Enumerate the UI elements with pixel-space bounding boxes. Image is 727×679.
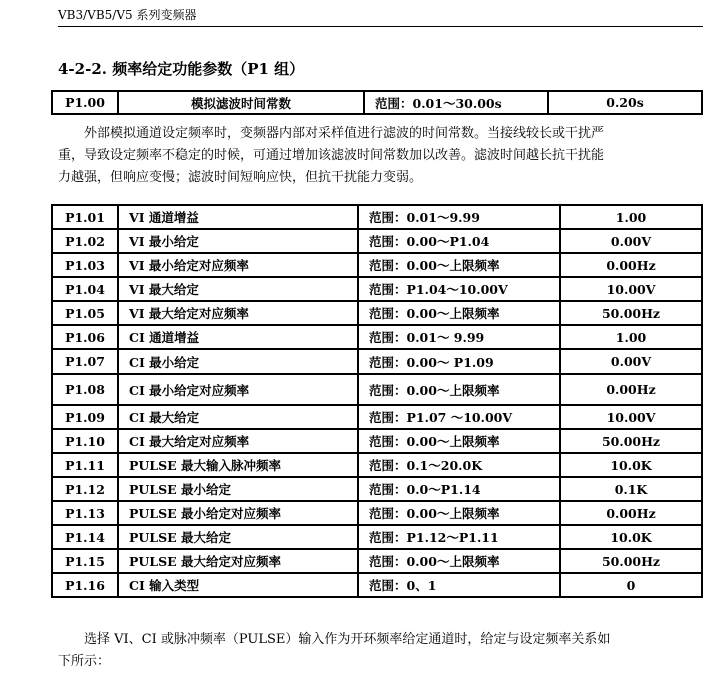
table-row xyxy=(52,277,702,301)
param-name: PULSE 最大输入脉冲频率 xyxy=(118,453,358,477)
table-row xyxy=(52,525,702,549)
param-range: 范围：0.01～ 9.99 xyxy=(358,325,560,349)
param-code: P1.05 xyxy=(52,301,118,325)
param-code: P1.13 xyxy=(52,501,118,525)
paragraph-line: 选择 VI、CI 或脉冲频率（PULSE）输入作为开环频率给定通道时，给定与设定频率关系如 xyxy=(84,632,611,647)
param-range: 范围：P1.07 ～10.00V xyxy=(358,405,560,429)
param-name: CI 通道增益 xyxy=(118,325,358,349)
table-row xyxy=(52,229,702,253)
param-range: 范围：0.00～上限频率 xyxy=(358,429,560,453)
table-row xyxy=(52,453,702,477)
param-default: 50.00Hz xyxy=(560,301,702,325)
table-row xyxy=(52,205,702,229)
table-row xyxy=(52,253,702,277)
param-name: PULSE 最大给定 xyxy=(118,525,358,549)
param-name: CI 最大给定 xyxy=(118,405,358,429)
param-default: 0.00V xyxy=(560,229,702,253)
param-default: 50.00Hz xyxy=(560,429,702,453)
param-default: 0.00Hz xyxy=(560,501,702,525)
param-code: P1.10 xyxy=(52,429,118,453)
param-code: P1.02 xyxy=(52,229,118,253)
param-default: 0.00Hz xyxy=(560,374,702,405)
paragraph-line: 力越强，但响应变慢；滤波时间短响应快，但抗干扰能力变弱。 xyxy=(58,170,423,185)
header-divider xyxy=(58,26,703,27)
param-range: 范围：0.00～上限频率 xyxy=(358,253,560,277)
param-range: 范围：0、1 xyxy=(358,573,560,597)
param-name: CI 输入类型 xyxy=(118,573,358,597)
relation-description xyxy=(58,629,703,673)
param-code: P1.15 xyxy=(52,549,118,573)
param-name: 模拟滤波时间常数 xyxy=(118,91,364,114)
paragraph-line: 重，导致设定频率不稳定的时候，可通过增加该滤波时间常数加以改善。滤波时间越长抗干扰能 xyxy=(58,148,605,163)
param-code: P1.06 xyxy=(52,325,118,349)
param-name: VI 最小给定对应频率 xyxy=(118,253,358,277)
param-default: 0 xyxy=(560,573,702,597)
param-default: 0.00V xyxy=(560,349,702,374)
param-default: 10.00V xyxy=(560,277,702,301)
param-default: 1.00 xyxy=(560,325,702,349)
param-default: 1.00 xyxy=(560,205,702,229)
param-default: 0.00Hz xyxy=(560,253,702,277)
section-title: 4-2-2. 频率给定功能参数（P1 组） xyxy=(58,60,305,78)
param-name: PULSE 最小给定对应频率 xyxy=(118,501,358,525)
param-code: P1.14 xyxy=(52,525,118,549)
param-default: 10.0K xyxy=(560,453,702,477)
param-code: P1.11 xyxy=(52,453,118,477)
param-default: 10.0K xyxy=(560,525,702,549)
param-default: 50.00Hz xyxy=(560,549,702,573)
param-range: 范围：P1.12～P1.11 xyxy=(358,525,560,549)
paragraph-line: 下所示： xyxy=(58,654,111,669)
param-name: VI 通道增益 xyxy=(118,205,358,229)
table-row xyxy=(52,429,702,453)
param-range: 范围：0.00～P1.04 xyxy=(358,229,560,253)
param-default: 10.00V xyxy=(560,405,702,429)
param-name: CI 最大给定对应频率 xyxy=(118,429,358,453)
running-header: VB3/VB5/V5 系列变频器 xyxy=(58,8,197,22)
param-name: VI 最大给定对应频率 xyxy=(118,301,358,325)
param-code: P1.04 xyxy=(52,277,118,301)
param-code: P1.01 xyxy=(52,205,118,229)
param-code: P1.00 xyxy=(52,91,118,114)
param-range: 范围：0.0～P1.14 xyxy=(358,477,560,501)
filter-param-table xyxy=(51,90,703,115)
param-code: P1.08 xyxy=(52,374,118,405)
table-row xyxy=(52,374,702,405)
param-range: 范围：0.00～上限频率 xyxy=(358,501,560,525)
param-code: P1.09 xyxy=(52,405,118,429)
param-code: P1.12 xyxy=(52,477,118,501)
param-default: 0.1K xyxy=(560,477,702,501)
paragraph-line: 外部模拟通道设定频率时，变频器内部对采样值进行滤波的时间常数。当接线较长或干扰严 xyxy=(84,126,605,141)
param-range: 范围：0.00～上限频率 xyxy=(358,374,560,405)
param-range: 范围：0.1～20.0K xyxy=(358,453,560,477)
param-range: 范围：0.01～9.99 xyxy=(358,205,560,229)
table-row xyxy=(52,325,702,349)
table-row xyxy=(52,301,702,325)
param-range: 范围：0.00～上限频率 xyxy=(358,549,560,573)
param-code: P1.03 xyxy=(52,253,118,277)
param-name: PULSE 最小给定 xyxy=(118,477,358,501)
param-name: CI 最小给定对应频率 xyxy=(118,374,358,405)
table-row xyxy=(52,501,702,525)
param-name: VI 最小给定 xyxy=(118,229,358,253)
param-range: 范围：0.00～ P1.09 xyxy=(358,349,560,374)
param-name: CI 最小给定 xyxy=(118,349,358,374)
filter-description xyxy=(58,123,703,189)
table-row xyxy=(52,573,702,597)
param-range: 范围：0.00～上限频率 xyxy=(358,301,560,325)
param-name: VI 最大给定 xyxy=(118,277,358,301)
table-row xyxy=(52,477,702,501)
param-range: 范围：P1.04～10.00V xyxy=(358,277,560,301)
param-range: 范围：0.01～30.00s xyxy=(364,91,548,114)
param-code: P1.16 xyxy=(52,573,118,597)
table-row xyxy=(52,349,702,374)
param-name: PULSE 最大给定对应频率 xyxy=(118,549,358,573)
frequency-param-table xyxy=(51,204,703,598)
table-row xyxy=(52,91,702,114)
table-row xyxy=(52,405,702,429)
table-row xyxy=(52,549,702,573)
param-default: 0.20s xyxy=(548,91,702,114)
param-code: P1.07 xyxy=(52,349,118,374)
